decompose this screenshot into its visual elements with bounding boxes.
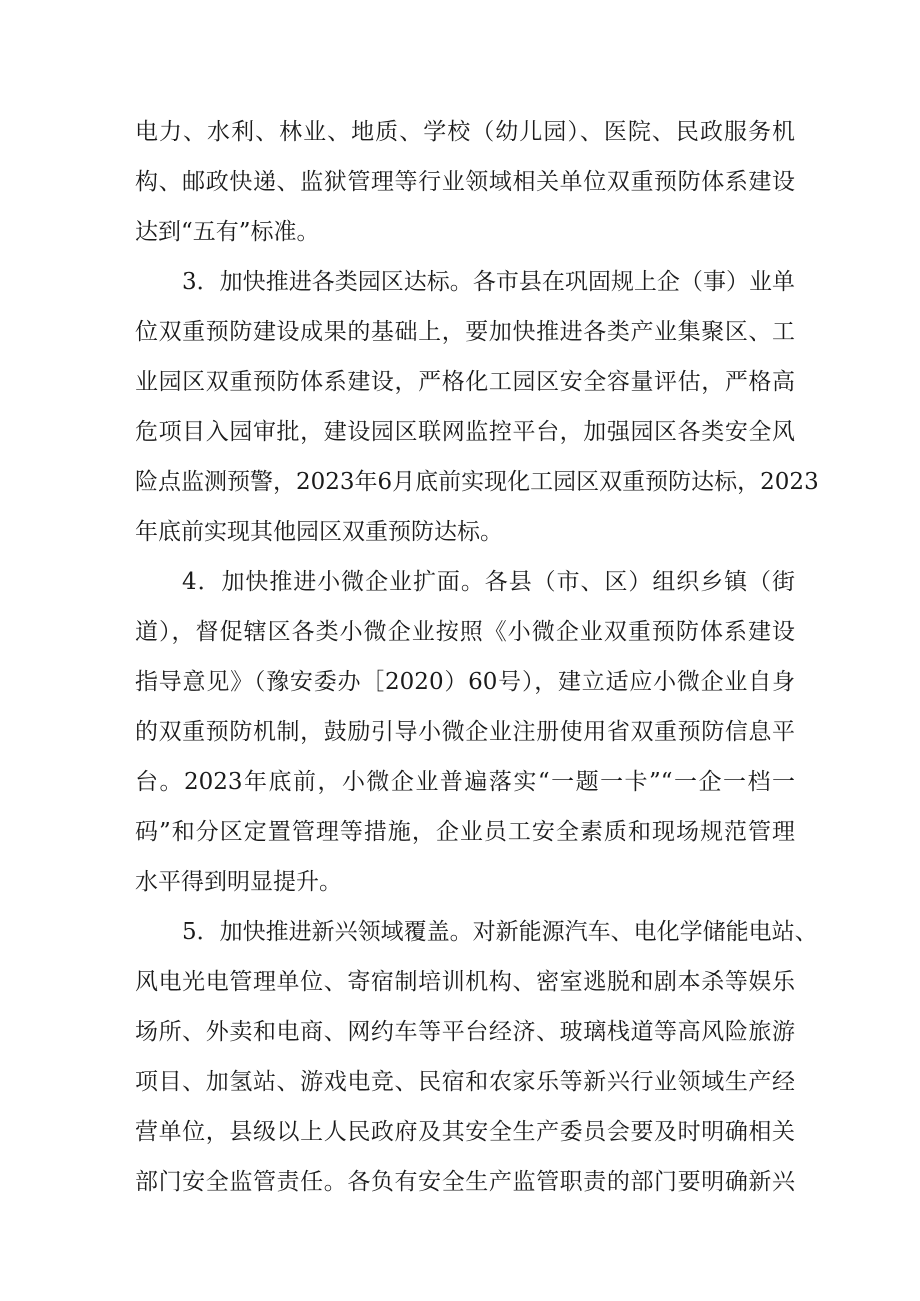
paragraph-4-heading: 4．加快推进小微企业扩面。各县（市、区）组织乡镇（街 bbox=[182, 569, 795, 595]
text-line: 营单位，县级以上人民政府及其安全生产委员会要及时明确相关 bbox=[135, 1119, 795, 1145]
text-line: 道），督促辖区各类小微企业按照《小微企业双重预防体系建设 bbox=[135, 619, 795, 645]
text-line: 年底前实现其他园区双重预防达标。 bbox=[135, 519, 503, 545]
text-line: 部门安全监管责任。各负有安全生产监管职责的部门要明确新兴 bbox=[135, 1169, 795, 1195]
text-line: 水平得到明显提升。 bbox=[135, 869, 342, 895]
text-line: 的双重预防机制，鼓励引导小微企业注册使用省双重预防信息平 bbox=[135, 719, 795, 745]
text-line: 指导意见》（豫安委办［2020）60号），建立适应小微企业自身 bbox=[135, 669, 795, 695]
text-line: 项目、加氢站、游戏电竞、民宿和农家乐等新兴行业领域生产经 bbox=[135, 1069, 795, 1095]
text-line: 业园区双重预防体系建设，严格化工园区安全容量评估，严格高 bbox=[135, 369, 795, 395]
text-line: 电力、水利、林业、地质、学校（幼儿园）、医院、民政服务机 bbox=[135, 119, 795, 145]
text-line: 险点监测预警，2023年6月底前实现化工园区双重预防达标，2023 bbox=[135, 469, 819, 495]
text-line: 危项目入园审批，建设园区联网监控平台，加强园区各类安全风 bbox=[135, 419, 795, 445]
text-line: 达到“五有”标准。 bbox=[135, 219, 320, 245]
paragraph-5-heading: 5．加快推进新兴领域覆盖。对新能源汽车、电化学储能电站、 bbox=[182, 919, 818, 945]
text-line: 台。2023年底前，小微企业普遍落实“一题一卡”“一企一档一 bbox=[135, 769, 795, 795]
text-line: 构、邮政快递、监狱管理等行业领域相关单位双重预防体系建设 bbox=[135, 169, 795, 195]
text-line: 场所、外卖和电商、网约车等平台经济、玻璃栈道等高风险旅游 bbox=[135, 1019, 795, 1045]
text-line: 位双重预防建设成果的基础上，要加快推进各类产业集聚区、工 bbox=[135, 319, 795, 345]
text-line: 码”和分区定置管理等措施，企业员工安全素质和现场规范管理 bbox=[135, 819, 795, 845]
paragraph-3-heading: 3．加快推进各类园区达标。各市县在巩固规上企（事）业单 bbox=[182, 269, 795, 295]
text-line: 风电光电管理单位、寄宿制培训机构、密室逃脱和剧本杀等娱乐 bbox=[135, 969, 795, 995]
